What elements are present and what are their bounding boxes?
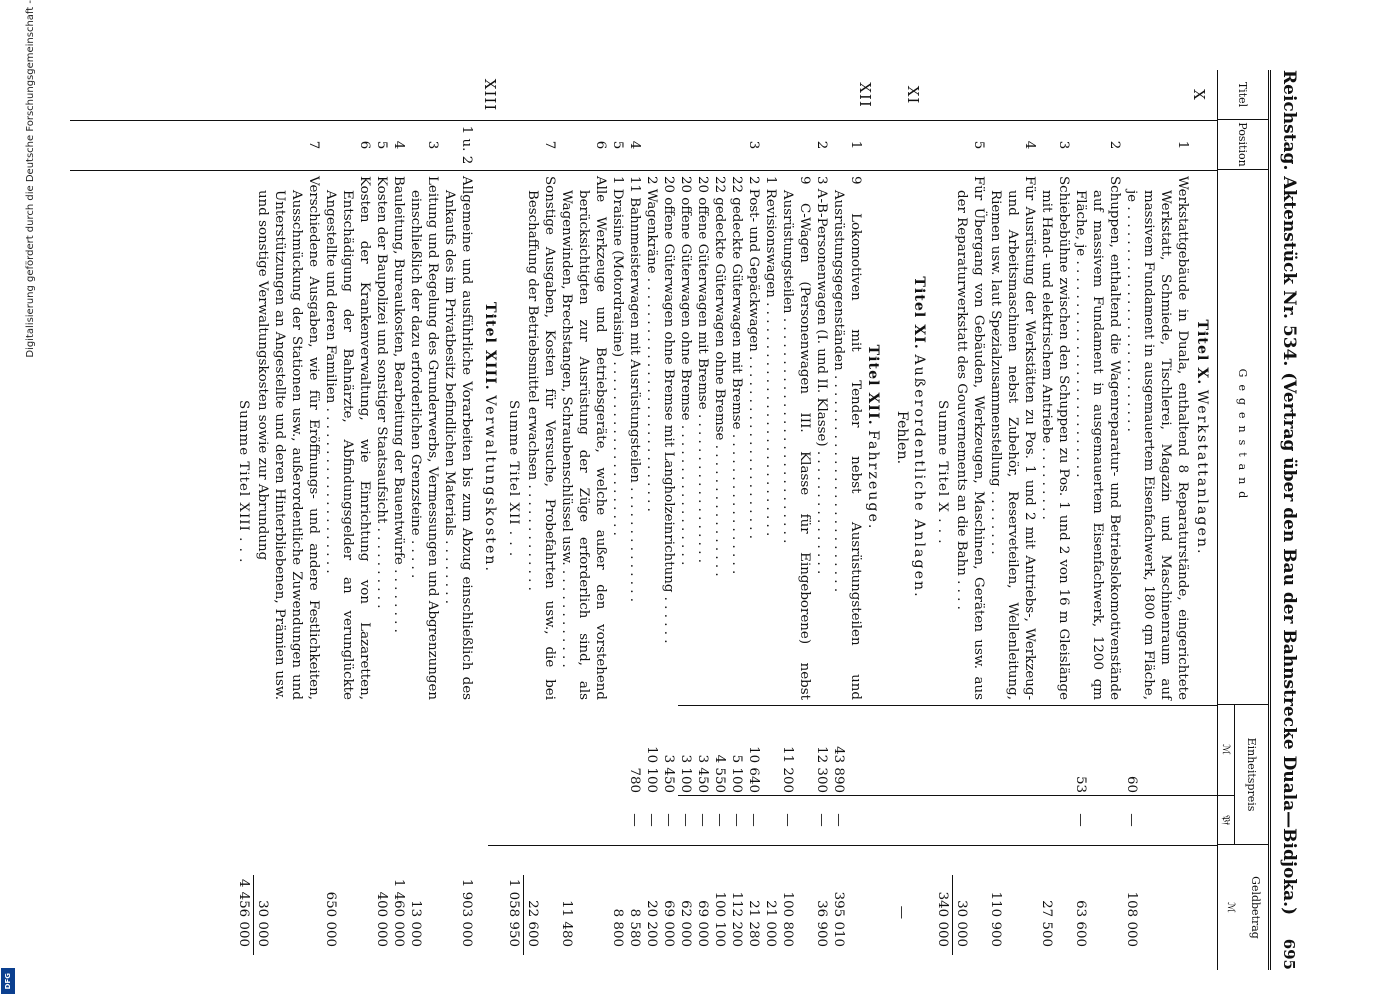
- amount: 100 100: [712, 891, 727, 947]
- amount: 8 580: [627, 908, 642, 947]
- amount: 13 000: [408, 900, 423, 947]
- unit-price-pfennig: —: [644, 813, 659, 827]
- amount: 20 200: [644, 900, 659, 947]
- item-description: 11 Bahnmeisterwagen mit Ausrüstungsteilen . . . . . . . . . . . . . .: [627, 176, 642, 603]
- unit-price-pfennig: —: [678, 813, 693, 827]
- item-description: 9 C-Wagen (Personenwagen III. Klasse für Eingeborene) nebst Ausrüstungsteilen . . . . . . . . . . . . . . . . . . . . . . . . . . .: [780, 176, 812, 700]
- amount: 63 600: [1073, 900, 1088, 947]
- unit-price-mark: 5 100: [729, 754, 744, 793]
- unit-price-mark: 3 450: [695, 754, 710, 793]
- unit-price-mark: 11 200: [780, 746, 795, 793]
- position-number: 5: [971, 140, 986, 150]
- sum-rule: [523, 875, 524, 955]
- position-number: 4: [391, 140, 406, 150]
- position-number: 1: [1175, 140, 1190, 150]
- section-note: Fehlen.: [894, 410, 910, 465]
- unit-price-pfennig: —: [831, 813, 846, 827]
- amount: 21 280: [746, 900, 761, 947]
- amount: 112 200: [729, 891, 744, 947]
- titel-numeral: XIII: [481, 78, 499, 112]
- item-description: 22 gedeckte Güterwagen ohne Bremse . . . . . . . . . . . . . . . .: [712, 176, 727, 577]
- amount: 1 460 000: [391, 878, 406, 947]
- section-total: 4 456 000: [236, 878, 251, 947]
- amount: 27 500: [1039, 900, 1054, 947]
- digitization-credit: Digitalisierung gefördert durch die Deutsche Forschungsgemeinschaft -: [24, 0, 36, 358]
- item-description: Alle Werkzeuge und Betriebsgeräte, welche außer den vorstehend berücksichtigten zur Ausrüstung der Züge erforderlich sind, als Wagenwinden, Brechstangen, Schraubenschlüssel usw. . . . . . . . . . . . .: [559, 176, 608, 700]
- col-position: Position: [1218, 120, 1268, 170]
- section-total-label: Summe Titel XII . . .: [506, 400, 521, 558]
- amount: 108 000: [1124, 891, 1139, 947]
- item-description: Für Ausrüstung der Werkstätten zu Pos. 1 und 2 mit Antriebs-, Werkzeug- und Arbeitsmaschinen nebst Zubehör, Reserveteilen, Wellenleitung, Riemen usw. laut Spezialzusammenstellung . . . . . . . .: [988, 176, 1037, 700]
- amount: 62 000: [678, 900, 693, 947]
- unit-price-mark: 4 550: [712, 754, 727, 793]
- item-description: 20 offene Güterwagen ohne Bremse . . . . . . . . . . . . . . . . .: [678, 176, 693, 566]
- amount: 30 000: [255, 900, 270, 947]
- header-rule: [1268, 70, 1271, 970]
- column-rule: [488, 845, 1218, 846]
- amount: 69 000: [695, 900, 710, 947]
- item-description: Kosten der Krankenverwaltung, wie Einrichtung von Lazaretten, Entschädigung der Bahnärzte, Abfindungsgelder an verunglückte Angestellte und deren Familien . . . . . . . . . . . . . . . . . . . .: [323, 176, 372, 700]
- mark-subheader: ℳ: [1218, 705, 1234, 796]
- running-head: [1273, 70, 1305, 970]
- position-number: 6: [593, 140, 608, 150]
- item-description: 9 Lokomotiven mit Tender nebst Ausrüstungsteilen und Ausrüstungsgegenständen . . . . . . . . . . . . . . . . . . . . . . . . . .: [831, 176, 863, 700]
- unit-price-pfennig: —: [746, 813, 761, 827]
- item-description: Werkstattgebäude in Duala, enthaltend 8 Reparaturstände, eingerichtete Werkstatt, Schmiede, Tischlerei, Magazin und Maschinenraum auf massivem Fundament in ausgemauertem Eisenfachwerk, 1800 qm Fläche, je . . . . . . . . . . . . . . . . . . . . . . . . . . .: [1124, 176, 1190, 700]
- amount: 8 800: [610, 908, 625, 947]
- item-description: Kosten der Baupolizei und sonstiger Staatsaufsicht . . . . . . . . . .: [374, 176, 389, 609]
- amount: 69 000: [661, 900, 676, 947]
- section-total-label: Summe Titel X . . .: [935, 400, 950, 545]
- position-number: 6: [357, 140, 372, 150]
- position-number: 1 u. 2: [459, 125, 474, 165]
- unit-price-mark: 3 450: [661, 754, 676, 793]
- unit-price-pfennig: —: [627, 813, 642, 827]
- titel-numeral: XII: [856, 82, 874, 108]
- col-gegenstand: Gegenstand: [1218, 170, 1268, 705]
- position-number: 3: [425, 140, 440, 150]
- item-description: 1 Draisine (Motordraisine) . . . . . . . . . . . . . . . . . . . . .: [610, 176, 625, 536]
- section-total: 340 000: [935, 891, 950, 947]
- unit-price-mark: 53: [1073, 775, 1088, 793]
- unit-price-pfennig: —: [814, 813, 829, 827]
- column-rule: [678, 705, 1218, 706]
- col-titel: Titel: [1218, 70, 1268, 120]
- position-number: 7: [306, 140, 321, 150]
- sum-rule: [253, 875, 254, 955]
- geldbetrag-label: Geldbetrag: [1249, 876, 1262, 939]
- amount: 30 000: [954, 900, 969, 947]
- unit-price-pfennig: —: [1073, 813, 1088, 827]
- unit-price-pfennig: —: [780, 813, 795, 827]
- item-description: Schiebebühne zwischen den Schuppen zu Pos. 1 und 2 von 16 m Gleislänge mit Hand- und elektrischem Antriebe . . . . . . . . .: [1039, 176, 1071, 700]
- position-number: 3: [1056, 140, 1071, 150]
- amount: 21 000: [763, 900, 778, 947]
- unit-price-mark: 3 100: [678, 754, 693, 793]
- titel-numeral: XI: [904, 85, 922, 105]
- position-number: 2: [814, 140, 829, 150]
- col-geldbetrag: [1218, 845, 1268, 970]
- position-number: 4: [627, 140, 642, 150]
- amount: 1 903 000: [459, 878, 474, 947]
- unit-price-mark: 10 640: [746, 746, 761, 793]
- item-description: Verschiedene Ausgaben, wie für Eröffnungs- und andere Festlichkeiten, Ausschmückung der Stationen usw., außerordentliche Zuwendungen und Unterstützungen an Angestellte und deren Hinterbliebenen, Prämien usw. und sonstige Verwaltungskosten sowie zur Abrundung: [255, 176, 321, 700]
- amount: 650 000: [323, 891, 338, 947]
- unit-price-mark: 12 300: [814, 746, 829, 793]
- unit-price-mark: 10 100: [644, 746, 659, 793]
- document-page: [70, 70, 1305, 970]
- item-description: 20 offene Güterwagen mit Bremse . . . . . . . . . . . . . . . . . .: [695, 176, 710, 563]
- amount: 110 900: [988, 891, 1003, 947]
- item-description: 3 A-B-Personenwagen (I. und II. Klasse) . . . . . . . . . . . . . . .: [814, 176, 829, 575]
- position-number: 2: [1107, 140, 1122, 150]
- column-rule: [70, 120, 1218, 121]
- position-number: 1: [848, 140, 863, 150]
- unit-price-pfennig: —: [1124, 813, 1139, 827]
- item-description: Sonstige Ausgaben, Kosten für Versuche, Probefahrten usw., die bei Beschaffung der Betriebsmittel erwachsen . . . . . . . . . . . . .: [525, 176, 557, 700]
- item-description: 22 gedeckte Güterwagen mit Bremse . . . . . . . . . . . . . . . . .: [729, 176, 744, 575]
- item-description: Für Übergang von Gebäuden, Werkzeugen, Maschinen, Geräten usw. aus der Reparaturwerkstatt des Gouvernements an die Bahn . . . .: [954, 176, 986, 700]
- amount: 100 800: [780, 891, 795, 947]
- unit-price-pfennig: —: [695, 813, 710, 827]
- item-description: 2 Wagenkräne . . . . . . . . . . . . . . . . . . . . . . . . . . . .: [644, 176, 659, 512]
- section-heading: Titel XI. Außerordentliche Anlagen.: [911, 276, 927, 599]
- amount: 36 900: [814, 900, 829, 947]
- table-header: [1217, 70, 1268, 970]
- unit-price-pfennig: —: [729, 813, 744, 827]
- amount: 395 010: [831, 891, 846, 947]
- pfennig-subheader: 𝔓𝔣: [1220, 814, 1232, 826]
- unit-price-pfennig: —: [712, 813, 727, 827]
- section-heading: Titel XIII. Verwaltungskosten.: [482, 302, 498, 573]
- section-heading: Titel XII. Fahrzeuge.: [865, 344, 881, 531]
- position-number: 3: [746, 140, 761, 150]
- unit-price-mark: 780: [627, 767, 642, 793]
- item-description: Schuppen, enthaltend die Wagenreparatur- und Betriebslokomotivenstände auf massivem Fundament in ausgemauertem Eisenfachwerk, 1200 qm Fläche, je . . . . . . . . . . . . . . . . . . . . . . . . . .: [1073, 176, 1122, 700]
- position-number: 5: [374, 140, 389, 150]
- unit-price-pfennig: —: [661, 813, 676, 827]
- position-number: 5: [610, 140, 625, 150]
- col-einheitspreis: [1218, 705, 1268, 845]
- section-heading: Titel X. Werkstattanlagen.: [1194, 319, 1210, 556]
- amount: 400 000: [374, 891, 389, 947]
- page-number: 695: [1280, 938, 1299, 970]
- position-number: 7: [542, 140, 557, 150]
- section-total-label: Summe Titel XIII . . .: [236, 400, 251, 564]
- item-description: Bauleitung, Bureaukosten, Bearbeitung der Bauentwürfe . . . . . . . .: [391, 176, 406, 633]
- einheitspreis-label: Einheitspreis: [1234, 705, 1268, 845]
- dfg-logo-icon: DFG: [1, 968, 15, 994]
- running-title: Reichstag. Aktenstück Nr. 534. (Vertrag über den Bau der Bahnstrecke Duala—Bidjoka.): [1279, 70, 1300, 916]
- item-description: Leitung und Regelung des Grunderwerbs, Vermessungen und Abgrenzungen einschließlich der dazu erforderlichen Grenzsteine . . . . .: [408, 176, 440, 700]
- position-number: 4: [1022, 140, 1037, 150]
- item-description: Allgemeine und ausführliche Vorarbeiten bis zum Abzug einschließlich des Ankaufs des im Privatbesitz befindlichen Materials . . . . . . . .: [442, 176, 474, 700]
- unit-price-mark: 43 890: [831, 746, 846, 793]
- item-description: 2 Post- und Gepäckwagen . . . . . . . . . . . . . . . . . . . . . .: [746, 176, 761, 540]
- geldbetrag-mark: ℳ: [1225, 902, 1236, 913]
- item-description: 20 offene Güterwagen ohne Bremse mit Langholzeinrichtung . . . . . .: [661, 176, 676, 644]
- sum-rule: [952, 875, 953, 955]
- item-description: 1 Revisionswagen . . . . . . . . . . . . . . . . . . . . . . . . . . . .: [763, 176, 778, 537]
- amount: 22 600: [525, 900, 540, 947]
- unit-price-mark: 60: [1124, 775, 1139, 793]
- section-amount: —: [894, 905, 909, 919]
- amount: 11 480: [559, 900, 574, 947]
- titel-numeral: X: [1190, 89, 1208, 101]
- section-total: 1 058 950: [506, 878, 521, 947]
- column-rule: [70, 170, 1218, 171]
